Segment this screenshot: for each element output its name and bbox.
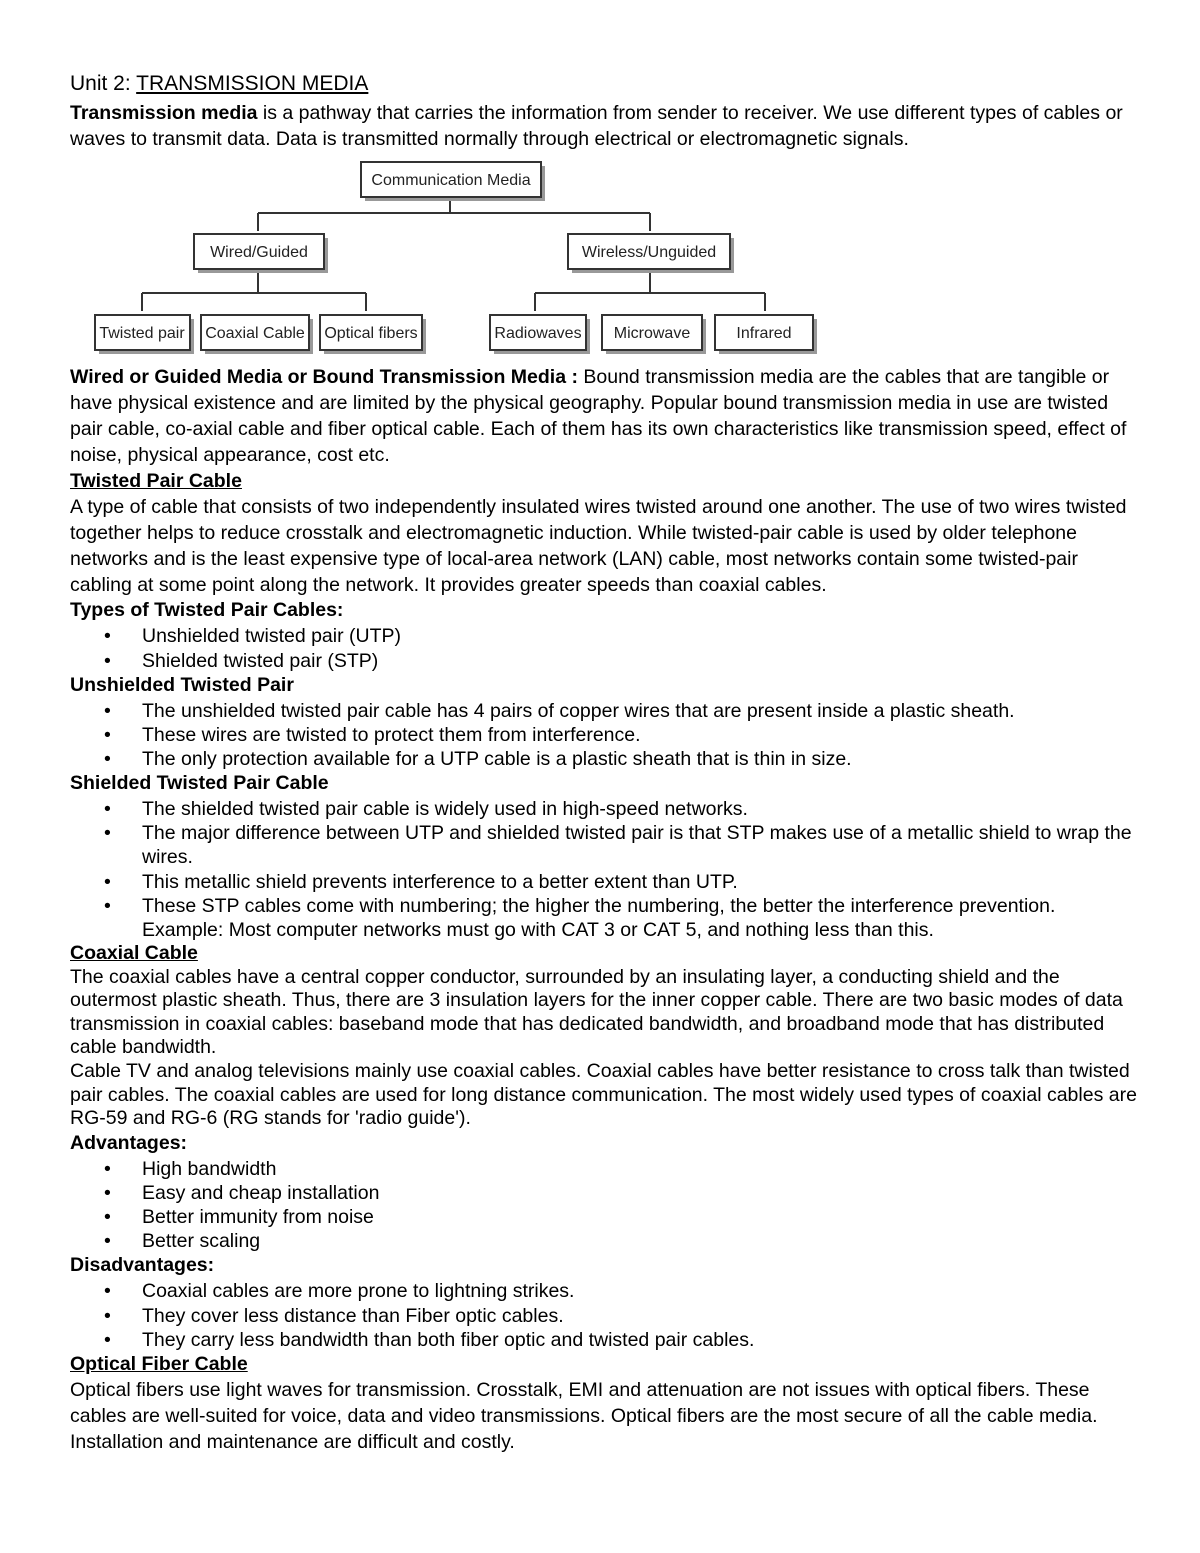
list-item: • Coaxial cables are more prone to lightning strikes. bbox=[142, 1279, 1140, 1303]
list-item: • These STP cables come with numbering; the higher the numbering, the better the interference prevention. Example: Most computer networks must go with CAT 3 or CAT 5, and nothing less than this. bbox=[142, 894, 1140, 942]
advantages-list bbox=[70, 1157, 1140, 1254]
node-wireless-label: Wireless/Unguided bbox=[581, 244, 717, 262]
list-item: • High bandwidth bbox=[142, 1157, 1140, 1181]
advantages-heading: Advantages: bbox=[70, 1131, 188, 1154]
title-main: TRANSMISSION MEDIA bbox=[136, 72, 369, 95]
list-item: • Unshielded twisted pair (UTP) bbox=[142, 624, 1140, 648]
node-microwave-label: Microwave bbox=[613, 325, 691, 343]
node-infrared-label: Infrared bbox=[736, 325, 792, 343]
list-item: • The shielded twisted pair cable is widely used in high-speed networks. bbox=[142, 797, 1140, 821]
twisted-pair-types-heading: Types of Twisted Pair Cables: bbox=[70, 599, 344, 622]
node-wired-label: Wired/Guided bbox=[210, 244, 308, 262]
optical-fiber-paragraph: Optical fibers use light waves for transmission. Crosstalk, EMI and attenuation are not issues with optical fibers. These cables are well-suited for voice, data and video transmissions. Optical fibers are the most secure of all the cable media. Installation and maintenance are difficult and costly. bbox=[70, 1378, 1098, 1453]
node-root-label: Communication Media bbox=[371, 172, 531, 190]
communication-media-diagram bbox=[80, 161, 840, 361]
wired-media-term: Wired or Guided Media or Bound Transmission Media : bbox=[70, 366, 578, 389]
twisted-pair-types-list bbox=[70, 624, 1140, 672]
optical-fiber-heading: Optical Fiber Cable bbox=[70, 1352, 248, 1375]
node-radiowaves-label: Radiowaves bbox=[494, 325, 582, 343]
list-item: • Easy and cheap installation bbox=[142, 1181, 1140, 1205]
disadvantages-list bbox=[70, 1279, 1140, 1352]
utp-list bbox=[70, 699, 1140, 772]
document-page bbox=[70, 70, 1140, 1456]
twisted-pair-paragraph: A type of cable that consists of two independently insulated wires twisted around one another. The use of two wires twisted together helps to reduce crosstalk and electromagnetic induction. While twisted-pair cable is used by older telephone networks and is the least expensive type of local-area network (LAN) cable, most networks contain some twisted-pair cabling at some point along the network. It provides greater speeds than coaxial cables. bbox=[70, 495, 1127, 596]
list-item: • The unshielded twisted pair cable has 4 pairs of copper wires that are present inside a plastic sheath. bbox=[142, 699, 1140, 723]
list-item: • The only protection available for a UTP cable is a plastic sheath that is thin in size. bbox=[142, 747, 1140, 771]
stp-heading: Shielded Twisted Pair Cable bbox=[70, 772, 329, 795]
node-optical-fibers-label: Optical fibers bbox=[324, 325, 418, 343]
node-coaxial-cable-label: Coaxial Cable bbox=[205, 325, 305, 343]
list-item: • Better immunity from noise bbox=[142, 1205, 1140, 1229]
list-item: • Shielded twisted pair (STP) bbox=[142, 649, 1140, 673]
list-item: • Better scaling bbox=[142, 1229, 1140, 1253]
utp-heading: Unshielded Twisted Pair bbox=[70, 673, 294, 696]
disadvantages-heading: Disadvantages: bbox=[70, 1254, 215, 1277]
coaxial-section bbox=[70, 942, 1140, 1131]
twisted-pair-heading: Twisted Pair Cable bbox=[70, 469, 242, 492]
intro-term: Transmission media bbox=[70, 102, 258, 125]
list-item: • They carry less bandwidth than both fiber optic and twisted pair cables. bbox=[142, 1328, 1140, 1352]
stp-list bbox=[70, 797, 1140, 942]
wired-media-paragraph: Wired or Guided Media or Bound Transmission Media : Bound transmission media are the cables that are tangible or have physical existence and are limited by the physical geography. Popular bound transmission media in use are twisted pair cable, co-axial cable and fiber optical cable. Each of them has its own characteristics like transmission speed, effect of noise, physical appearance, cost etc. bbox=[70, 366, 1127, 466]
list-item: • These wires are twisted to protect them from interference. bbox=[142, 723, 1140, 747]
node-twisted-pair-label: Twisted pair bbox=[99, 325, 185, 343]
page-title: Unit 2: TRANSMISSION MEDIA bbox=[70, 72, 369, 95]
list-item: • The major difference between UTP and shielded twisted pair is that STP makes use of a metallic shield to wrap the wires. bbox=[142, 821, 1140, 869]
list-item: • They cover less distance than Fiber optic cables. bbox=[142, 1304, 1140, 1328]
coaxial-heading: Coaxial Cable bbox=[70, 942, 198, 965]
intro-paragraph: Transmission media is a pathway that carries the information from sender to receiver. We use different types of cables or waves to transmit data. Data is transmitted normally through electrical or electromagnetic signals. bbox=[70, 102, 1123, 151]
coaxial-paragraph-2: Cable TV and analog televisions mainly use coaxial cables. Coaxial cables have better resistance to cross talk than twisted pair cables. The coaxial cables are used for long distance communication. The most widely used types of coaxial cables are RG-59 and RG-6 (RG stands for 'radio guide'). bbox=[70, 1060, 1137, 1130]
list-item: • This metallic shield prevents interference to a better extent than UTP. bbox=[142, 870, 1140, 894]
coaxial-paragraph-1: The coaxial cables have a central copper conductor, surrounded by an insulating layer, a conducting shield and the outermost plastic sheath. Thus, there are 3 insulation layers for the inner copper cable. There are two basic modes of data transmission in coaxial cables: baseband mode that has dedicated bandwidth, and broadband mode that has distributed cable bandwidth. bbox=[70, 965, 1123, 1059]
